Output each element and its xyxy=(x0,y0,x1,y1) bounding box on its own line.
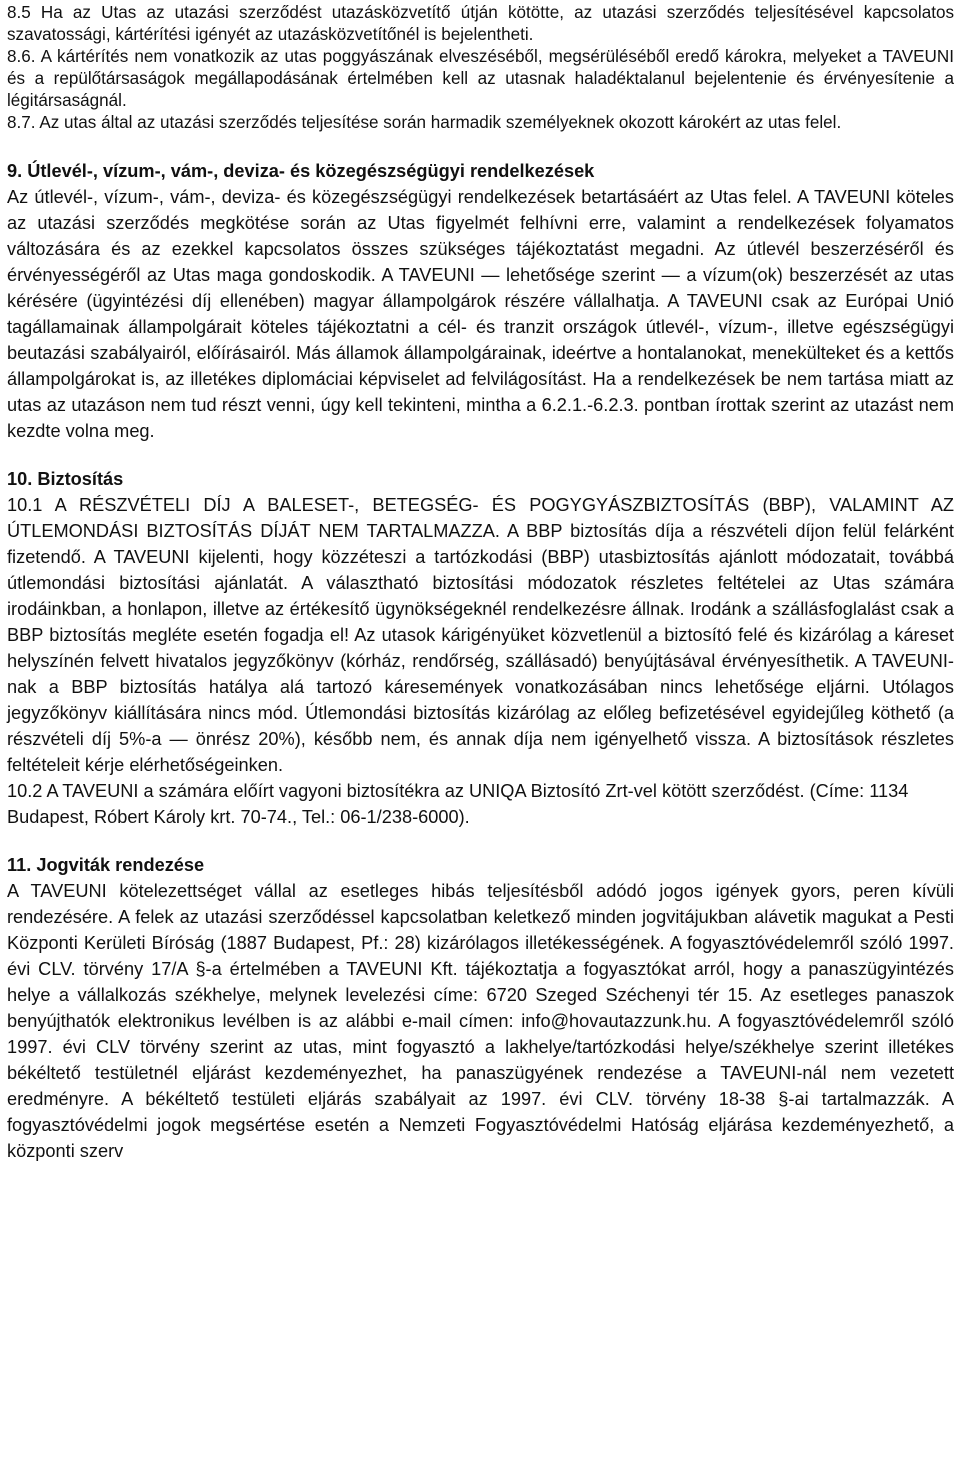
spacer xyxy=(7,134,954,158)
spacer xyxy=(7,444,954,466)
paragraph-8-7: 8.7. Az utas által az utazási szerződés teljesítése során harmadik személyeknek okozott károkért az utas felel. xyxy=(7,113,842,132)
section-9-body: Az útlevél-, vízum-, vám-, deviza- és közegészségügyi rendelkezések betartásáért az Utas felel. A TAVEUNI köteles az utazási szerződés megkötése során az Utas figyelmét felhívni erre, valamint a rendelkezések folyamatos változására és az ezekkel kapcsolatos összes szükséges tájékoztatást megadni. Az útlevél beszerzéséről és érvényességéről az Utas maga gondoskodik. A TAVEUNI — lehetősége szerint — a vízum(ok) beszerzését az utas kérésére (ügyintézési díj ellenében) magyar állampolgárok részére vállalhatja. A TAVEUNI csak az Európai Unió tagállamainak állampolgárait köteles tájékoztatni a cél- és tranzit országok útlevél-, vízum-, illetve egészségügyi beutazási szabályairól, előírásairól. Más államok állampolgárainak, ideértve a hontalanokat, menekülteket és a kettős állampolgárokat is, az illetékes diplomáciai képviselet ad felvilágosítást. Ha a rendelkezések be nem tartása miatt az utas az utazáson nem tud részt venni, úgy kell tekinteni, mintha a 6.2.1.-6.2.3. pontban írottak szerint az utazást nem kezdte volna meg. xyxy=(7,187,954,441)
paragraph-8-6: 8.6. A kártérítés nem vonatkozik az utas poggyászának elveszéséből, megsérüléséből eredő károkra, melyeket a TAVEUNI és a repülőtársaságok megállapodásának értelmében kell az utasnak haladéktalanul bejelentenie és érvényesítenie a légitársaságnál. xyxy=(7,47,954,110)
section-11-body: A TAVEUNI kötelezettséget vállal az esetleges hibás teljesítésből adódó jogos igények gyors, peren kívüli rendezésére. A felek az utazási szerződéssel kapcsolatban keletkező minden jogvitájukban alávetik magukat a Pesti Központi Kerületi Bíróság (1887 Budapest, Pf.: 28) kizárólagos illetékességének. A fogyasztóvédelemről szóló 1997. évi CLV. törvény 17/A §-a értelmében a TAVEUNI Kft. tájékoztatja a fogyasztókat arról, hogy a panaszügyintézés helye a vállalkozás székhelye, melynek levelezési címe: 6720 Szeged Széchenyi tér 15. Az esetleges panaszok benyújthatók elektronikus levélben is az alábbi e-mail címen: info@hovautazzunk.hu. A fogyasztóvédelemről szóló 1997. évi CLV törvény szerint az utas, mint fogyasztó a lakhelye/tartózkodási helye/székhelye szerint illetékes békéltető testületnél eljárást kezdeményezhet, ha panaszügyének rendezése a TAVEUNI-nál nem vezetett eredményre. A békéltető testületi eljárás szabályait az 1997. évi CLV. törvény 18-38 §-ai tartalmazzák. A fogyasztóvédelmi jogok megsértése esetén a Nemzeti Fogyasztóvédelmi Hatóság eljárása kezdeményezhető, a központi szerv xyxy=(7,881,954,1161)
section-10-heading: 10. Biztosítás xyxy=(7,469,124,489)
paragraph-10-1: 10.1 A RÉSZVÉTELI DÍJ A BALESET-, BETEGSÉG- ÉS POGYGYÁSZBIZTOSÍTÁS (BBP), VALAMINT AZ ÚTLEMONDÁSI BIZTOSÍTÁS DÍJÁT NEM TARTALMAZZA. A BBP biztosítás díja a részvételi díjon felül felárként fizetendő. A TAVEUNI kijelenti, hogy közzéteszi a tartózkodási (BBP) utasbiztosítás ajánlott módozatait, továbbá útlemondási biztosítási ajánlatát. A választható biztosítási módozatok részletes feltételei az Utas számára irodáinkban, a honlapon, illetve az értékesítő ügynökségeknél rendelkezésre állnak. Irodánk a szállásfoglalást csak a BBP biztosítás megléte esetén fogadja el! Az utasok kárigényüket közvetlenül a biztosító felé és kizárólag a káreset helyszínén felvett hivatalos jegyzőkönyv (kórház, rendőrség, szállásadó) benyújtásával érvényesíthetik. A TAVEUNI-nak a BBP biztosítás hatálya alá tartozó káresemények vonatkozásában nincs lehetősége eljárni. Utólagos jegyzőkönyv kiállítására nincs mód. Útlemondási biztosítás kizárólag az előleg befizetésével egyidejűleg köthető (a részvételi díj 5%-a — önrész 20%), később nem, és annak díja nem igényelhető vissza. A biztosítások részletes feltételeit kérje elérhetőségeinken. xyxy=(7,495,954,775)
paragraph-8-5: 8.5 Ha az Utas az utazási szerződést utazásközvetítő útján kötötte, az utazási szerződés teljesítésével kapcsolatos szavatossági, kártérítési igényét az utazásközvetítőnél is bejelentheti. xyxy=(7,3,954,44)
spacer xyxy=(7,830,954,852)
section-11-heading: 11. Jogviták rendezése xyxy=(7,855,205,875)
paragraph-10-2: 10.2 A TAVEUNI a számára előírt vagyoni biztosítékra az UNIQA Biztosító Zrt-vel kötött szerződést. (Címe: 1134 Budapest, Róbert Károly krt. 70-74., Tel.: 06-1/238-6000). xyxy=(7,781,909,827)
section-9-heading: 9. Útlevél-, vízum-, vám-, deviza- és közegészségügyi rendelkezések xyxy=(7,161,595,181)
